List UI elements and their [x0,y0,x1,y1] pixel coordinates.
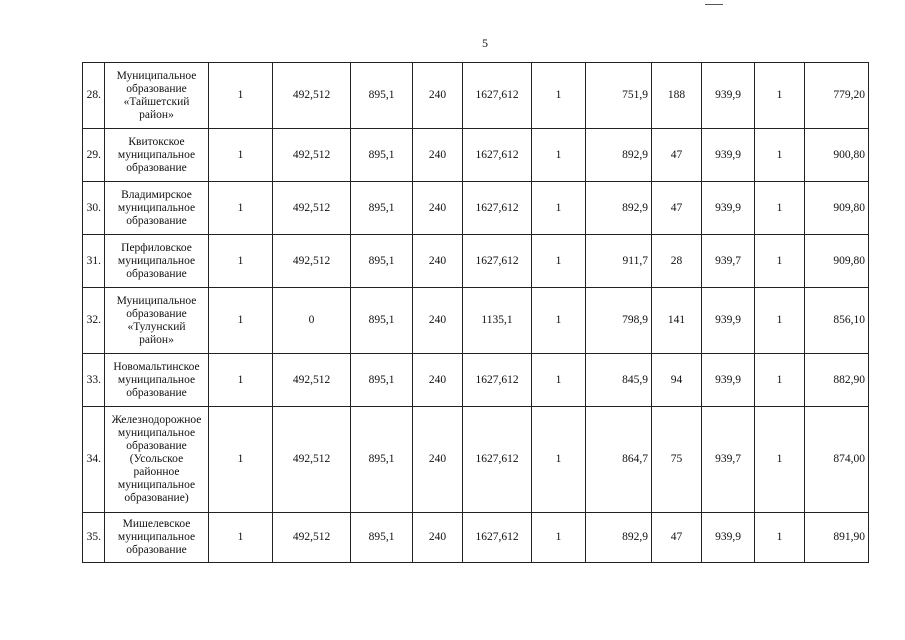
cell-col-2: 492,512 [273,513,351,563]
cell-col-9: 939,9 [702,288,755,354]
cell-col-1: 1 [209,182,273,235]
cell-col-8: 47 [652,513,702,563]
cell-col-1: 1 [209,354,273,407]
municipality-name [105,288,209,354]
table-row [83,513,869,563]
municipality-name [105,354,209,407]
municipality-name [105,513,209,563]
municipality-name-text: Мишелевское муниципальное образование [117,518,196,556]
row-number: 30. [83,182,105,235]
table-row [83,354,869,407]
page-number: 5 [482,36,488,50]
cell-col-2: 492,512 [273,354,351,407]
cell-col-6: 1 [532,354,586,407]
cell-col-1: 1 [209,513,273,563]
cell-col-8: 75 [652,407,702,513]
cell-col-10: 1 [755,182,805,235]
table-row [83,288,869,354]
municipality-name [105,407,209,513]
municipality-name-text: Муниципальное образование «Тулунский район» [116,294,197,346]
cell-col-6: 1 [532,235,586,288]
cell-col-10: 1 [755,235,805,288]
cell-col-3: 895,1 [351,354,413,407]
cell-col-11: 909,80 [805,182,869,235]
cell-col-11: 874,00 [805,407,869,513]
cell-col-4: 240 [413,513,463,563]
table-row [83,129,869,182]
cell-col-2: 492,512 [273,63,351,129]
cell-col-2: 492,512 [273,235,351,288]
cell-col-2: 492,512 [273,182,351,235]
scan-mark [705,4,723,5]
cell-col-7: 892,9 [586,129,652,182]
cell-col-8: 141 [652,288,702,354]
cell-col-5: 1627,612 [463,63,532,129]
row-number: 28. [83,63,105,129]
table-row [83,63,869,129]
cell-col-11: 909,80 [805,235,869,288]
row-number: 31. [83,235,105,288]
cell-col-5: 1627,612 [463,235,532,288]
cell-col-9: 939,9 [702,513,755,563]
cell-col-2: 0 [273,288,351,354]
cell-col-6: 1 [532,407,586,513]
cell-col-7: 864,7 [586,407,652,513]
cell-col-9: 939,7 [702,407,755,513]
cell-col-11: 900,80 [805,129,869,182]
cell-col-1: 1 [209,63,273,129]
cell-col-4: 240 [413,288,463,354]
cell-col-7: 751,9 [586,63,652,129]
cell-col-4: 240 [413,354,463,407]
cell-col-5: 1627,612 [463,354,532,407]
cell-col-3: 895,1 [351,235,413,288]
cell-col-3: 895,1 [351,407,413,513]
cell-col-6: 1 [532,129,586,182]
municipality-name-text: Квитокское муниципальное образование [117,135,196,174]
cell-col-5: 1135,1 [463,288,532,354]
cell-col-7: 892,9 [586,513,652,563]
cell-col-3: 895,1 [351,288,413,354]
row-number: 32. [83,288,105,354]
table-row [83,235,869,288]
cell-col-2: 492,512 [273,407,351,513]
row-number: 34. [83,407,105,513]
cell-col-4: 240 [413,129,463,182]
municipality-name [105,182,209,235]
cell-col-10: 1 [755,63,805,129]
municipality-name-text: Новомальтинское муниципальное образование [113,360,200,399]
cell-col-6: 1 [532,182,586,235]
cell-col-7: 798,9 [586,288,652,354]
municipal-data-table [82,62,869,563]
cell-col-8: 94 [652,354,702,407]
cell-col-8: 47 [652,182,702,235]
cell-col-1: 1 [209,129,273,182]
cell-col-6: 1 [532,63,586,129]
cell-col-3: 895,1 [351,129,413,182]
cell-col-4: 240 [413,407,463,513]
cell-col-8: 188 [652,63,702,129]
cell-col-11: 779,20 [805,63,869,129]
cell-col-6: 1 [532,288,586,354]
cell-col-3: 895,1 [351,63,413,129]
cell-col-3: 895,1 [351,513,413,563]
cell-col-1: 1 [209,288,273,354]
cell-col-5: 1627,612 [463,129,532,182]
cell-col-8: 28 [652,235,702,288]
municipality-name-text: Железнодорожное муниципальное образование (Усольское районное муниципальное образование) [111,414,202,504]
municipality-name [105,129,209,182]
cell-col-9: 939,9 [702,354,755,407]
row-number: 35. [83,513,105,563]
municipality-name [105,235,209,288]
cell-col-1: 1 [209,407,273,513]
row-number: 29. [83,129,105,182]
cell-col-7: 892,9 [586,182,652,235]
cell-col-10: 1 [755,288,805,354]
cell-col-11: 882,90 [805,354,869,407]
municipality-name-text: Муниципальное образование «Тайшетский район» [116,69,197,121]
cell-col-10: 1 [755,513,805,563]
cell-col-9: 939,9 [702,63,755,129]
cell-col-10: 1 [755,354,805,407]
cell-col-2: 492,512 [273,129,351,182]
cell-col-4: 240 [413,182,463,235]
cell-col-5: 1627,612 [463,513,532,563]
municipality-name-text: Перфиловское муниципальное образование [117,241,196,280]
cell-col-5: 1627,612 [463,182,532,235]
municipality-name [105,63,209,129]
cell-col-9: 939,9 [702,182,755,235]
cell-col-10: 1 [755,407,805,513]
table-row [83,407,869,513]
cell-col-4: 240 [413,235,463,288]
cell-col-11: 891,90 [805,513,869,563]
cell-col-11: 856,10 [805,288,869,354]
cell-col-6: 1 [532,513,586,563]
cell-col-7: 911,7 [586,235,652,288]
cell-col-9: 939,7 [702,235,755,288]
cell-col-4: 240 [413,63,463,129]
table-row [83,182,869,235]
cell-col-10: 1 [755,129,805,182]
row-number: 33. [83,354,105,407]
cell-col-5: 1627,612 [463,407,532,513]
cell-col-9: 939,9 [702,129,755,182]
cell-col-8: 47 [652,129,702,182]
cell-col-7: 845,9 [586,354,652,407]
municipality-name-text: Владимирское муниципальное образование [117,188,196,227]
cell-col-1: 1 [209,235,273,288]
cell-col-3: 895,1 [351,182,413,235]
